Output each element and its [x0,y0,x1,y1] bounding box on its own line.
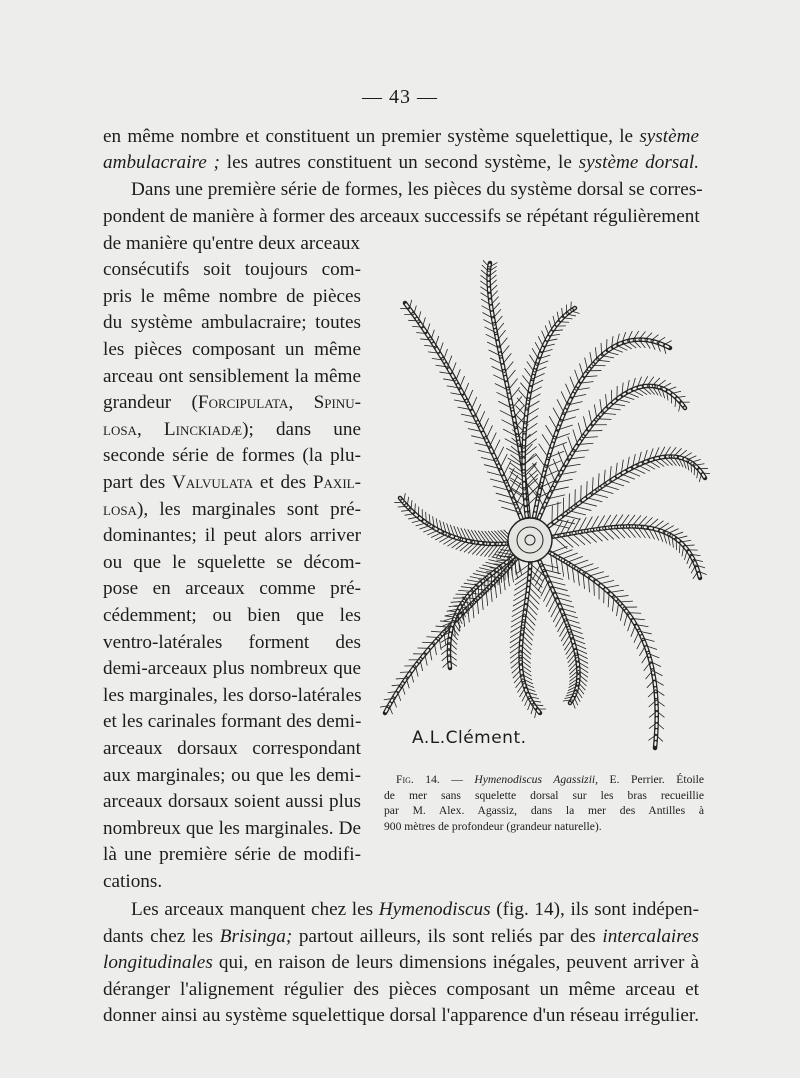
text-line: arceaux dorsaux correspondant [103,738,361,759]
arm-spine [566,534,579,545]
arm-spine [609,590,623,592]
arm-spine [584,531,596,542]
artist-signature: A.L.Clément. [412,728,527,748]
arm-spine [638,465,650,471]
arm-spine [500,454,507,468]
starfish-arm [524,308,575,540]
arm-spine [535,342,541,352]
arm-spine [527,598,538,610]
arm-spine [568,437,573,452]
arm-spine [444,537,455,544]
arm-spine [683,453,692,459]
text-line: Les arceaux manquent chez les Hymenodiscus (fig. 14), ils sont indépen- [131,899,699,920]
arm-spine [580,364,584,377]
arm-spine [565,639,573,650]
arm-spine [452,540,463,548]
arm-spine [631,625,636,637]
arm-spine [522,692,527,701]
arm-spine [572,533,585,544]
caption-line: 900 mètres de profondeur (grandeur naturelle). [384,819,602,833]
arm-spine [637,638,643,649]
arm-spine [520,688,526,697]
arm-spine [578,532,591,543]
arm-spine [687,456,696,460]
arm-spine [617,399,630,402]
arm-spine [558,452,564,467]
text-line: pose en arceaux comme pré- [103,578,361,599]
arm-spine [464,383,469,395]
arm-spine [594,405,597,419]
starfish-arm [405,303,530,540]
arm-spine [589,411,592,425]
text-line: nombreux que les marginales. De [103,818,361,839]
arm-spine [549,416,557,430]
arm-spine [634,631,639,642]
text-line: donner ainsi au système squelettique dorsal l'apparence d'un réseau irrégulier. [103,1005,699,1026]
arm-spine [585,358,588,371]
arm-spine [557,400,564,413]
text-line: grandeur (Forcipulata, Spinu- [103,392,361,413]
arm-spine [471,397,476,409]
arm-spine [561,392,568,405]
arm-spine [556,550,572,556]
arm-spine [448,539,459,546]
arm-spine [622,343,631,349]
arm-spine [567,648,575,658]
arm-spine [504,362,513,373]
caption-line: Fig. 14. — Hymenodiscus Agassizii, E. Perrier. Étoile [396,773,704,786]
arm-spine [530,473,541,487]
arm-spine [467,390,472,402]
text-line: en même nombre et constituent un premier système squelettique, le système [103,126,699,147]
arm-spine [632,468,644,474]
arm-spine [448,356,452,367]
text-line: dants chez les Brisinga; partout ailleurs, ils sont reliés par des intercalaires [103,926,699,947]
arm-spine [501,346,509,356]
arm-spine [569,511,586,515]
arm-spine [581,502,597,506]
arm-spine [584,417,588,431]
arm-spine [621,474,634,479]
arm-spine [663,526,674,532]
arm-spine [546,425,555,439]
arm-spine [460,542,471,551]
text-line: ou que le squelette se décom- [103,552,361,573]
arm-spine [528,592,539,604]
arm-spine [460,376,465,388]
text-line: aux marginales; ou que les demi- [103,765,361,786]
arm-spine [604,585,619,588]
arm-spine [523,376,531,386]
arm-spine [610,481,624,486]
arm-spine [439,343,443,353]
arm-spine [533,463,543,477]
caption-line: de mer sans squelette dorsal sur les bras recueillie [384,788,704,802]
arm-spine [528,587,540,599]
arm-spine [620,607,623,620]
arm-spine [570,377,575,390]
arm-spine [495,582,497,598]
text-line: de manière qu'entre deux arceaux [103,233,361,254]
arm-spine [668,529,679,534]
arm-spine [514,406,524,418]
text-line: les pièces composant un même [103,339,361,360]
arm-spine [578,564,594,569]
arm-spine [536,454,546,468]
arm-spine [538,337,543,347]
text-line: là une première série de modifi- [103,844,361,865]
arm-spine [525,369,533,379]
arm-spine [588,572,603,576]
arm-spine [542,435,551,449]
arm-spine [581,486,582,502]
arm-spine [456,541,467,550]
arm-spine [640,646,646,656]
arm-spine [539,444,549,458]
arm-spine [573,430,578,445]
arm-spine [694,465,695,475]
arm-spine [684,545,694,546]
arm-spine [530,575,543,587]
arm-spine [611,348,622,352]
text-line: longitudinales qui, en raison de leurs dimensions inégales, peuvent arriver à [103,952,699,973]
text-line: arceau ont sensiblement la même [103,366,361,387]
text-line: consécutifs soit toujours com- [103,259,361,280]
text-line: du système ambulacraire; toutes [103,312,361,333]
arm-spine [597,419,611,420]
arm-spine [482,419,488,432]
arm-spine [521,383,530,393]
arm-spine [553,408,561,421]
arm-spine [542,331,546,341]
text-line: losa), les marginales sont pré- [103,499,361,520]
text-line: déranger l'alignement régulier des pièces composant un même arceau et [103,979,699,1000]
arm-spine [606,352,618,355]
arm-spine [529,581,541,593]
arm-spine [499,577,501,593]
arm-spine [525,609,536,620]
arm-spine [561,553,577,559]
page-number: — 43 — [362,86,438,108]
arm-spine [490,433,497,447]
arm-spine [560,536,573,548]
arm-spine [554,537,567,549]
text-line: Dans une première série de formes, les pièces du système dorsal se corres- [131,179,703,200]
arm-spine [572,560,588,566]
arm-spine [662,383,671,388]
arm-spine [479,411,485,424]
arm-spine [604,485,618,489]
arm-spine [549,467,556,483]
arm-spine [590,530,602,541]
arm-spine [566,644,574,655]
arm-spine [563,515,580,519]
text-line: pris le même nombre de pièces [103,286,361,307]
text-line: et les carinales formant des demi- [103,711,362,732]
arm-spine [578,423,582,438]
starfish-illustration [380,248,710,768]
arm-spine [617,345,627,350]
text-line: losa, Linckiadæ); dans une [103,419,361,440]
arm-spine [594,576,609,580]
figure-caption [384,772,704,834]
arm-spine [532,349,538,359]
arm-spine [422,642,434,643]
arm-spine [592,493,607,497]
text-line: ventro-latérales forment des [103,632,361,653]
arm-spine [470,577,485,580]
arm-spine [443,349,447,360]
text-line: cédemment; ou bien que les [103,605,361,626]
arm-spine [601,343,602,355]
arm-spine [567,557,583,563]
arm-spine [503,354,512,365]
arm-spine [628,618,632,630]
arm-spine [598,489,613,493]
arm-spine [599,581,614,584]
arm-spine [452,363,456,374]
text-line: pondent de manière à former des arceaux successifs se répétant régulièrement [103,206,700,227]
starfish-arm [530,340,670,540]
text-line: cations. [103,871,163,892]
arm-spine [510,388,519,399]
arm-spine [506,370,515,381]
arm-spine [627,471,640,476]
arm-spine [486,426,492,439]
arm-spine [627,392,638,397]
arm-spine [525,697,529,706]
arm-spine [456,369,461,380]
arm-spine [603,528,614,539]
arm-spine [526,603,537,615]
arm-spine [611,390,612,403]
arm-spine [628,613,641,614]
arm-spine [592,365,605,366]
starfish-arm [530,386,685,540]
arm-spine [525,614,535,625]
arm-spine [596,529,608,540]
arm-spine [550,547,567,553]
arm-spine [624,613,627,626]
arm-spine [497,447,504,461]
arm-spine [583,568,598,573]
arm-spine [566,384,572,397]
arm-spine [435,336,439,346]
arm-spine [493,440,500,454]
arm-spine [424,528,435,532]
text-line: part des Valvulata et des Paxil- [103,472,361,493]
arm-spine [524,463,537,474]
caption-line: par M. Alex. Agassiz, dans la mer des Antilles à [384,804,704,817]
arm-spine [586,498,602,502]
arm-spine [427,530,438,535]
arm-spine [672,532,683,536]
arm-segments [524,308,575,540]
text-line: dominantes; il peut alors arriver [103,525,361,546]
arm-spine [575,370,580,383]
text-line: arceaux dorsaux soient aussi plus [103,791,361,812]
arm-spine [508,379,517,390]
arm-spine [622,396,634,400]
arm-spine [563,634,571,646]
arm-segments [405,303,530,540]
central-disc [508,518,552,562]
arm-spine [420,526,431,530]
text-line: demi-arceaux plus nombreux que [103,658,361,679]
arm-spine [574,697,578,705]
arm-spine [468,543,479,553]
arm-spine [530,355,537,365]
arm-segments [530,340,670,540]
text-line: seconde série de formes (la plu- [103,445,361,466]
arm-spine [616,478,630,483]
text-line: les marginales, les dorso-latérales [103,685,362,706]
text-line: ambulacraire ; les autres constituent un second système, le système dorsal. [103,152,699,173]
arm-spine [571,302,572,311]
arm-spine [689,559,693,568]
arm-spine [575,506,591,510]
arm-spine [473,574,488,577]
arm-spine [527,362,534,372]
arm-spine [464,542,475,552]
arm-spine [475,404,481,417]
